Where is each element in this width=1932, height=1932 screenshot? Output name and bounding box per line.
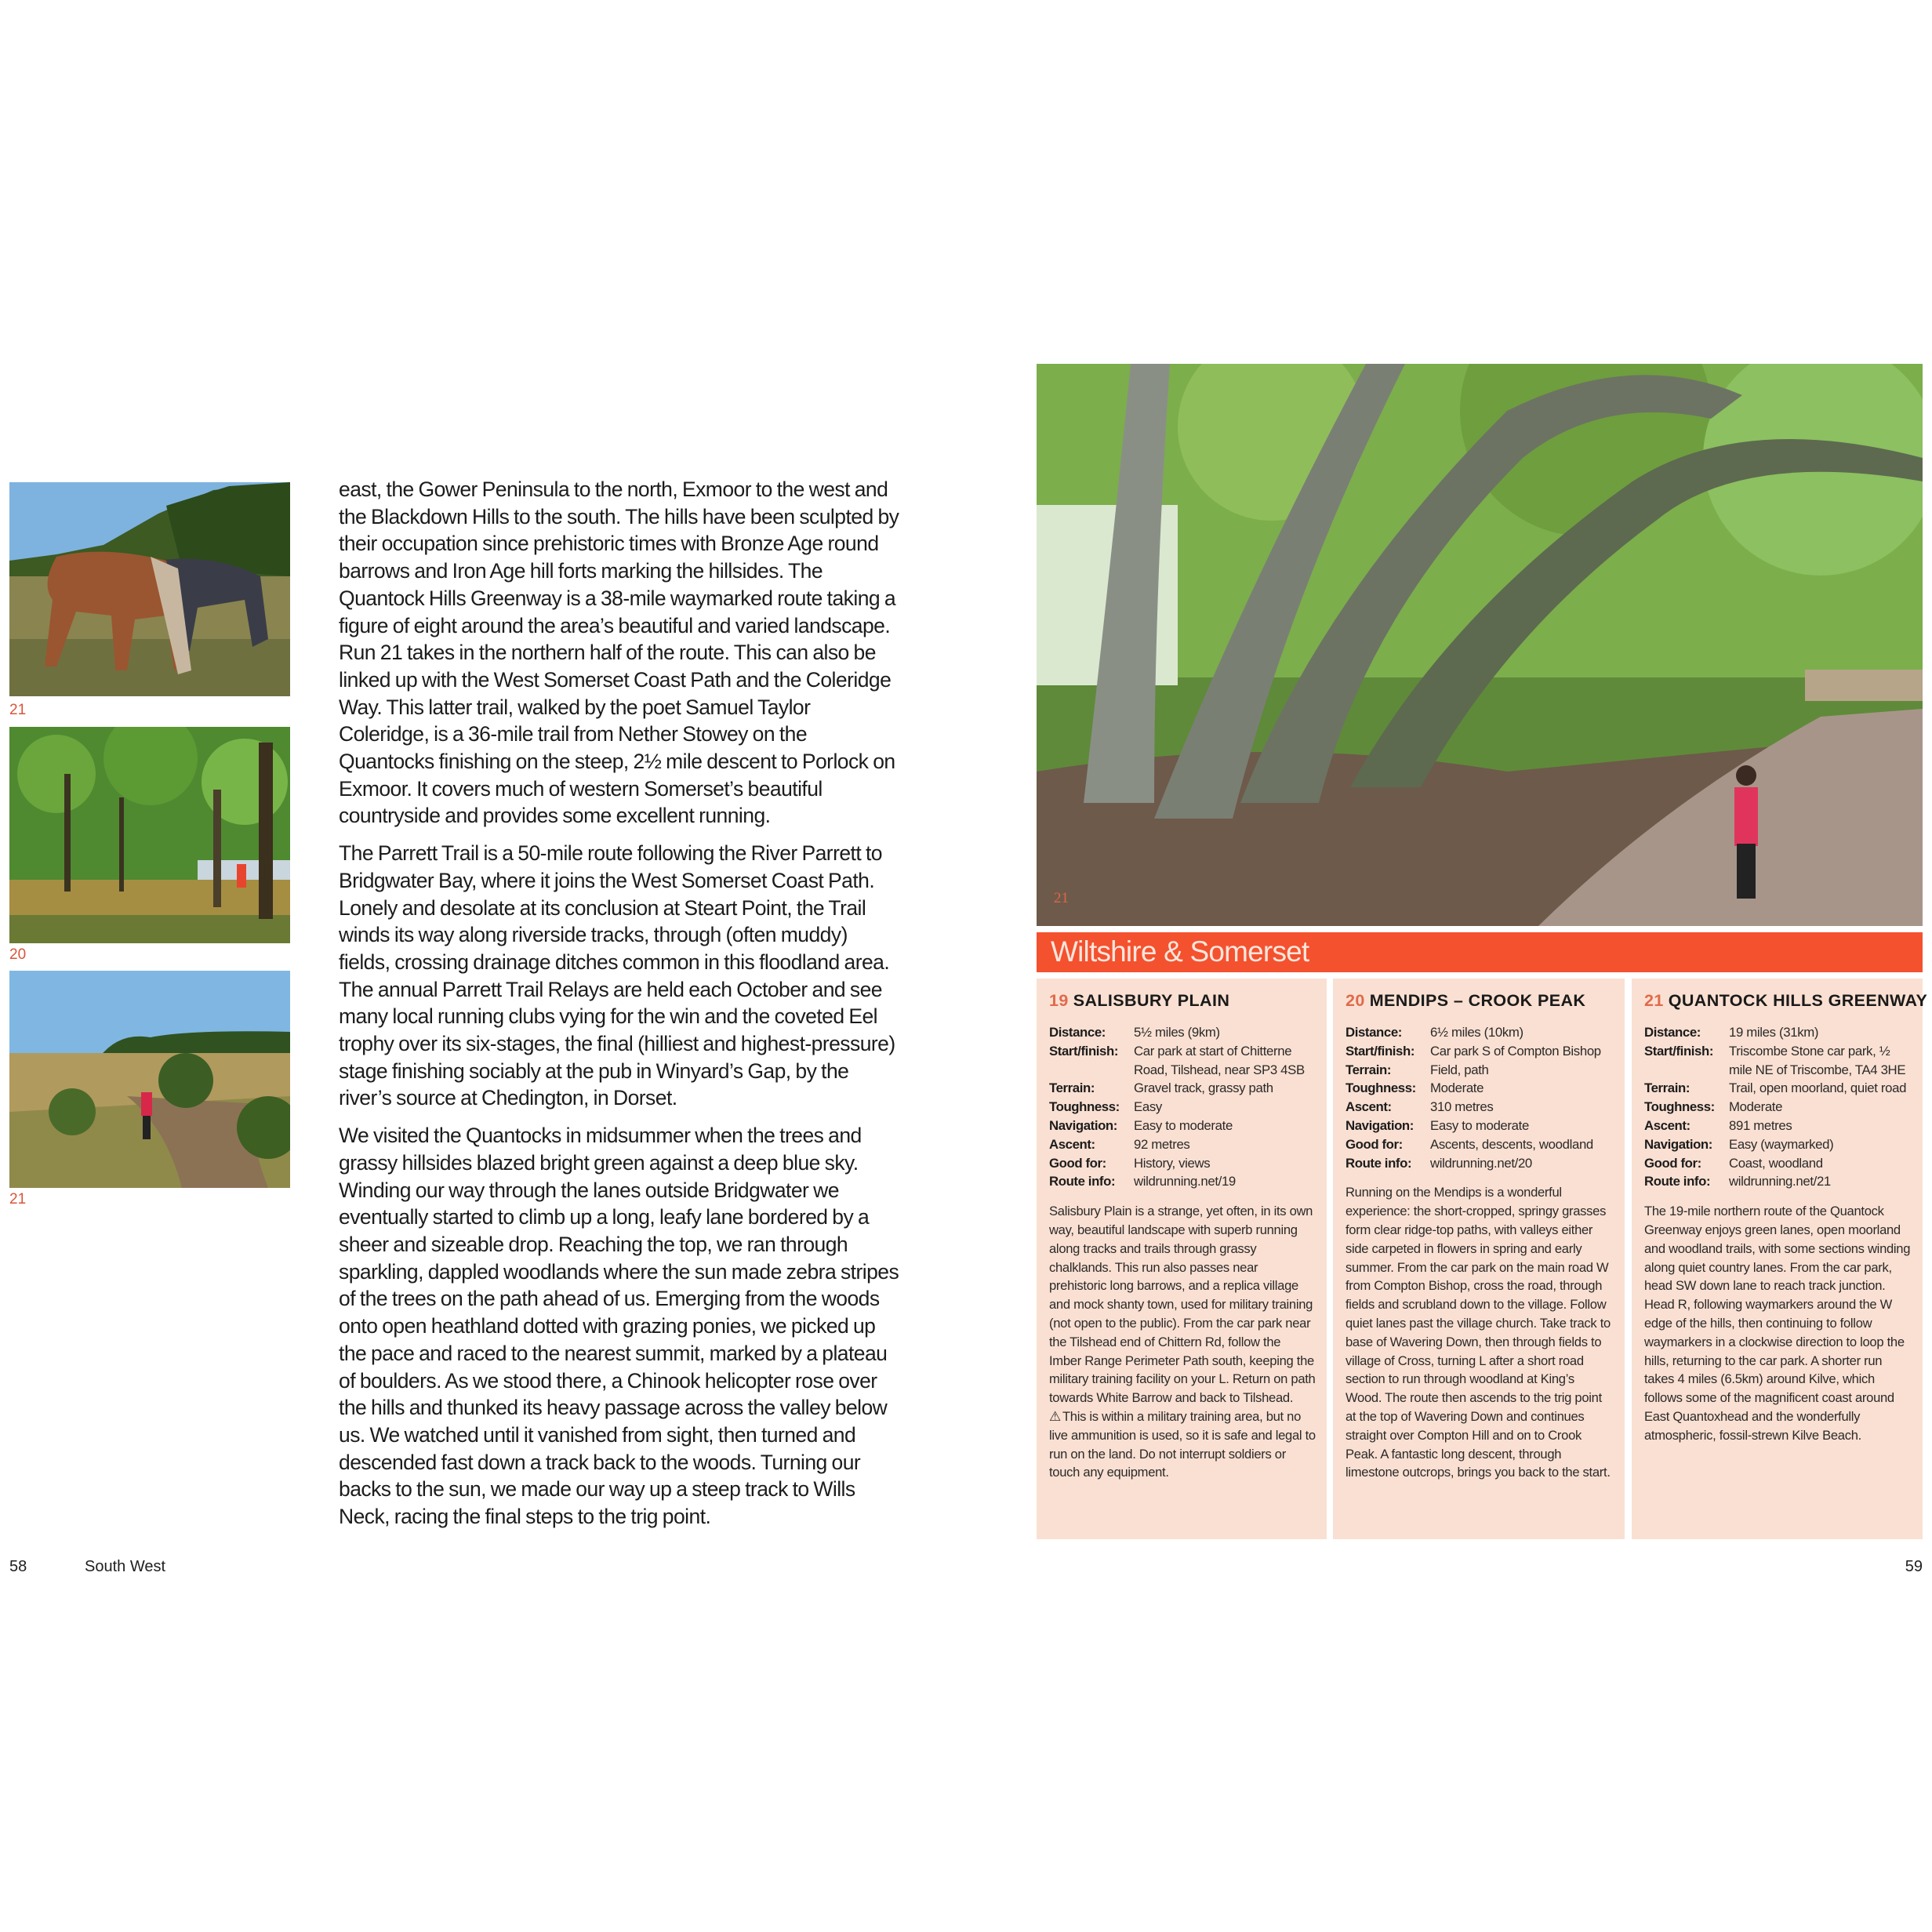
photo-caption: 20 [9,946,27,963]
fact-value: Car park S of Compton Bishop [1430,1043,1601,1059]
paragraph: The Parrett Trail is a 50-mile route following the River Parrett to Bridgwater Bay, where it joins the West Somerset Coast Path. Lonely and desolate at its conclusion at Steart Point, the Trail winds its way along riverside tracks, through (often muddy) fields, crossing drainage ditches common in this floodland area. The annual Parrett Trail Relays are held each October and see many local running clubs vying for the win and the coveted Eel trophy over its six-stages, the final (hilliest and highest-pressure) stage finishing sociably at the pub in Winyard’s Gap, by the river’s source at Chedington, in Dorset. [339,841,895,1110]
fact-label: Distance: [1346,1025,1402,1040]
section-name: South West [85,1558,166,1575]
fact-value: Moderate [1430,1080,1484,1096]
fact-value: 5½ miles (9km) [1134,1025,1220,1040]
hero-photo-beech-trees [1037,364,1923,926]
fact-value: Easy [1134,1099,1162,1115]
page-number-right: 59 [1905,1558,1923,1575]
route-name: MENDIPS – CROOK PEAK [1369,991,1586,1010]
fact-value[interactable]: wildrunning.net/19 [1134,1174,1236,1189]
route-name: QUANTOCK HILLS GREENWAY [1668,991,1928,1010]
fact-label: Distance: [1644,1025,1701,1040]
route-description: Running on the Mendips is a wonderful experience: the short-cropped, springy grasses form clear ridge-top paths, with valleys either side carpeted in flowers in spring and early summer. From the car park on the main road W from Compton Bishop, cross the road, through fields and scrubland down to the village. Follow quiet lanes past the village church. Take track to base of Wavering Down, then through fields to village of Cross, turning L after a short road section to run through woodland at King’s Wood. The route then ascends to the trig point at the top of Wavering Down and continues straight over Compton Hill and on to Crook Peak. A fantastic long descent, through limestone outcrops, brings you back to the start. [1346,1185,1611,1480]
fact-label: Start/finish: [1644,1043,1714,1059]
fact-label: Good for: [1049,1155,1106,1171]
fact-value: 6½ miles (10km) [1430,1025,1523,1040]
paragraph: We visited the Quantocks in midsummer when the trees and grassy hillsides blazed bright green against a deep blue sky. Winding our way through the lanes outside Bridgwater we eventually started to climb up a long, leafy lane bordered by a sheer and sizeable drop. Reaching the top, we ran through sparkling, dappled woodlands where the sun made zebra stripes of the trees on the path ahead of us. Emerging from the woods onto open heathland dotted with grazing ponies, we picked up the pace and raced to the nearest summit, marked by a plateau of boulders. As we stood there, a Chinook helicopter rose over the hills and thunked its heavy passage across the valley below us. We watched until it vanished from sight, then turned and descended fast down a track back to the woods. Turning our backs to the sun, we made our way up a steep track to Wills Neck, racing the final steps to the trig point. [339,1124,899,1529]
route-title [1346,991,1614,1011]
fact-value: Gravel track, grassy path [1134,1080,1273,1096]
photo-grazing-ponies [9,482,290,696]
fact-label: Ascent: [1346,1099,1392,1115]
fact-label: Navigation: [1049,1117,1117,1133]
photo-caption: 21 [9,1191,27,1208]
region-banner [1037,932,1923,972]
fact-value: Ascents, descents, woodland [1430,1136,1593,1152]
fact-label: Good for: [1346,1136,1403,1152]
fact-label: Ascent: [1644,1117,1690,1133]
fact-label: Toughness: [1644,1099,1715,1115]
fact-value: Field, path [1430,1062,1489,1077]
fact-value: Car park at start of Chitterne Road, Tilshead, near SP3 4SB [1134,1043,1305,1077]
route-description: The 19-mile northern route of the Quantock Greenway enjoys green lanes, open moorland and woodland trails, with some sections winding along quiet country lanes. From the car park, head SW down lane to reach track junction. Head R, following waymarkers around the W edge of the hills, then continuing to follow waymarkers in a clockwise direction to loop the hills, returning to the car park. A shorter run takes 4 miles (6.5km) around Kilve, which follows some of the magnificent coast around East Quantoxhead and the wonderfully atmospheric, fossil-strewn Kilve Beach. [1644,1204,1911,1443]
fact-label: Route info: [1644,1174,1711,1189]
fact-label: Navigation: [1346,1117,1414,1133]
fact-value: History, views [1134,1155,1211,1171]
fact-value[interactable]: wildrunning.net/20 [1430,1155,1532,1171]
route-description [1049,1202,1316,1482]
fact-label: Distance: [1049,1025,1106,1040]
description-text: Salisbury Plain is a strange, yet often, in its own way, beautiful landscape with superb running along tracks and trails through grassy chalklands. This run also passes near prehistoric long barrows, and a replica village and mock shanty town, used for military training (not open to the public). From the car park near the Tilshead end of Chittern Rd, follow the Imber Range Perimeter Path south, keeping the military training facility on your L. Return on path towards White Barrow and back to Tilshead. [1049,1204,1316,1406]
region-title: Wiltshire & Somerset [1051,935,1309,968]
fact-value: 19 miles (31km) [1729,1025,1819,1040]
route-title [1049,991,1316,1011]
fact-label: Toughness: [1346,1080,1416,1096]
route-title [1644,991,1928,1011]
fact-label: Terrain: [1644,1080,1690,1096]
route-number: 20 [1346,991,1365,1010]
fact-value: Easy to moderate [1430,1117,1529,1133]
page-number-left: 58 [9,1558,27,1575]
paragraph: east, the Gower Peninsula to the north, Exmoor to the west and the Blackdown Hills to the south. The hills have been sculpted by their occupation since prehistoric times with Bronze Age round barrows and Iron Age hill forts marking the hillsides. The Quantock Hills Greenway is a 38-mile waymarked route taking a figure of eight around the area’s beautiful and varied landscape. Run 21 takes in the northern half of the route. This can also be linked up with the West Somerset Coast Path and the Coleridge Way. This latter trail, walked by the poet Samuel Taylor Coleridge, is a 36-mile trail from Nether Stowey on the Quantocks finishing on the steep, 2½ mile descent to Porlock on Exmoor. It covers much of western Somerset’s beautiful countryside and provides some excellent running. [339,478,899,828]
article-body [339,476,903,1541]
route-number: 19 [1049,991,1069,1010]
fact-value: 310 metres [1430,1099,1494,1115]
fact-label: Navigation: [1644,1136,1712,1152]
fact-value: 891 metres [1729,1117,1792,1133]
fact-value: 92 metres [1134,1136,1190,1152]
fact-value: Moderate [1729,1099,1783,1115]
photo-caption: 21 [1054,890,1069,906]
fact-label: Terrain: [1049,1080,1095,1096]
warning-text: This is within a military training area, but no live ammunition is used, so it is safe and legal to run on the land. Do not interrupt soldiers or touch any equipment. [1049,1408,1316,1480]
route-facts [1049,1023,1316,1191]
photo-woodland-runner [9,727,290,943]
fact-value[interactable]: wildrunning.net/21 [1729,1174,1831,1189]
route-box-20 [1333,979,1625,1539]
route-number: 21 [1644,991,1664,1010]
photo-caption: 21 [9,702,27,718]
fact-value: Trail, open moorland, quiet road [1729,1080,1907,1096]
fact-label: Start/finish: [1049,1043,1119,1059]
route-box-19 [1037,979,1327,1539]
fact-label: Start/finish: [1346,1043,1415,1059]
fact-label: Route info: [1049,1174,1116,1189]
route-box-21 [1632,979,1928,1539]
route-name: SALISBURY PLAIN [1073,991,1230,1010]
fact-label: Ascent: [1049,1136,1095,1152]
warning-icon: ⚠ [1049,1408,1061,1424]
fact-label: Toughness: [1049,1099,1120,1115]
photo-heathland-runner [9,971,290,1188]
fact-value: Triscombe Stone car park, ½ mile NE of Triscombe, TA4 3HE [1729,1043,1906,1077]
route-facts [1346,1023,1614,1172]
fact-label: Terrain: [1346,1062,1392,1077]
fact-value: Easy (waymarked) [1729,1136,1834,1152]
fact-label: Good for: [1644,1155,1701,1171]
fact-value: Easy to moderate [1134,1117,1233,1133]
fact-label: Route info: [1346,1155,1412,1171]
fact-value: Coast, woodland [1729,1155,1823,1171]
route-facts [1644,1023,1912,1191]
